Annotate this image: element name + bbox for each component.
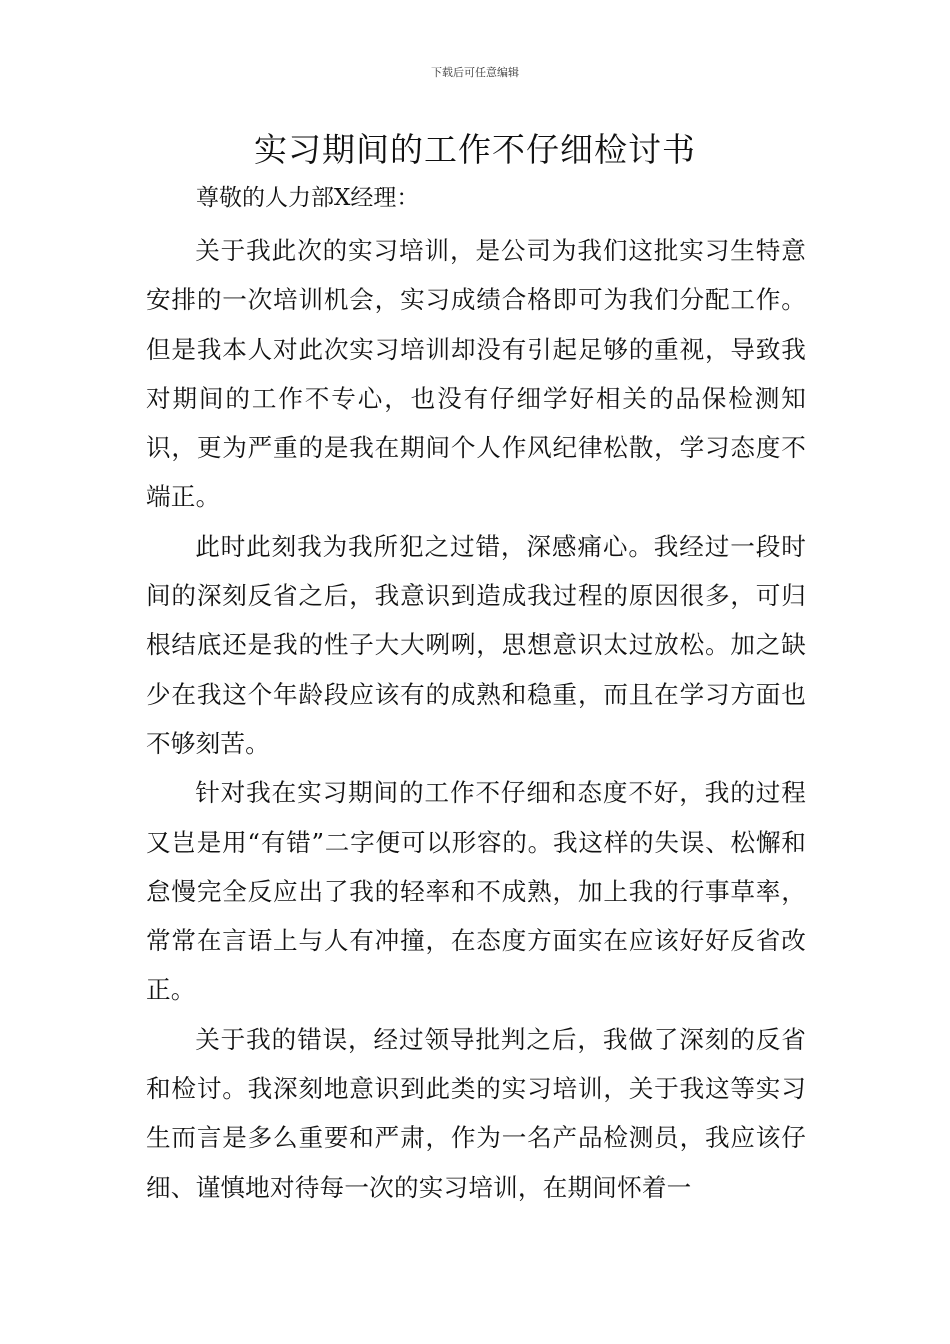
salutation: 尊敬的人力部X经理： [196, 185, 420, 211]
paragraph-3: 针对我在实习期间的工作不仔细和态度不好，我的过程又岂是用“有错”二字便可以形容的。我这样的失误、松懈和怠慢完全反应出了我的轻率和不成熟，加上我的行事草率，常常在言语上与人有冲撞，在态度方面实在应该好好反省改正。 [146, 778, 806, 1005]
paragraph-1: 关于我此次的实习培训，是公司为我们这批实习生特意安排的一次培训机会，实习成绩合格即可为我们分配工作。但是我本人对此次实习培训却没有引起足够的重视，导致我对期间的工作不专心，也没有仔细学好相关的品保检测知识，更为严重的是我在期间个人作风纪律松散，学习态度不端正。 [146, 236, 806, 512]
paragraph-4: 关于我的错误，经过领导批判之后，我做了深刻的反省和检讨。我深刻地意识到此类的实习培训，关于我这等实习生而言是多么重要和严肃，作为一名产品检测员，我应该仔细、谨慎地对待每一次的实习培训，在期间怀着一 [146, 1024, 806, 1202]
document-title: 实习期间的工作不仔细检讨书 [254, 130, 696, 169]
paragraph-2: 此时此刻我为我所犯之过错，深感痛心。我经过一段时间的深刻反省之后，我意识到造成我过程的原因很多，可归根结底还是我的性子大大咧咧，思想意识太过放松。加之缺少在我这个年龄段应该有的成熟和稳重，而且在学习方面也不够刻苦。 [146, 531, 806, 758]
document-body [146, 226, 806, 1212]
page-header-note: 下载后可任意编辑 [431, 66, 519, 79]
